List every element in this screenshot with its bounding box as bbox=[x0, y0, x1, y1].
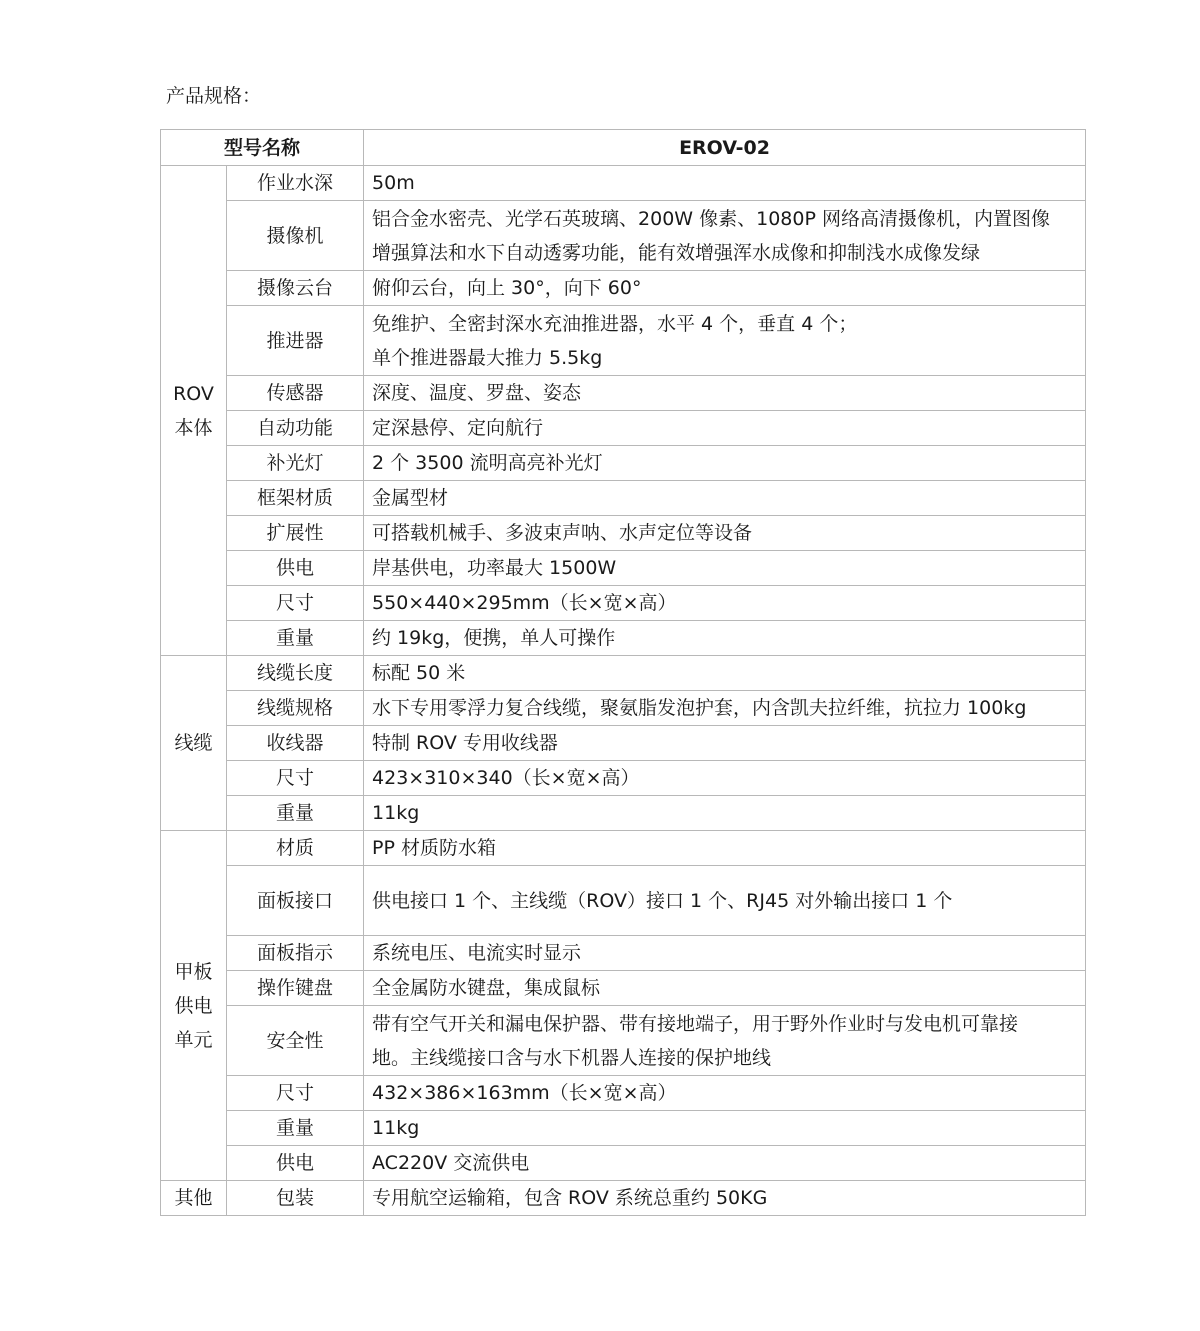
group-name-line: 供电 bbox=[174, 994, 213, 1017]
spec-value-line: 增强算法和水下自动透雾功能，能有效增强浑水成像和抑制浅水成像发绿 bbox=[372, 241, 981, 264]
spec-item-value bbox=[364, 411, 1086, 446]
spec-value-line: 可搭载机械手、多波束声呐、水声定位等设备 bbox=[372, 522, 753, 544]
spec-value-line: 免维护、全密封深水充油推进器，水平 4 个，垂直 4 个； bbox=[372, 312, 858, 335]
spec-item-value bbox=[364, 1111, 1086, 1146]
spec-item-value bbox=[364, 761, 1086, 796]
spec-item-label: 扩展性 bbox=[227, 516, 364, 551]
spec-row bbox=[161, 1181, 1086, 1216]
page-title: 产品规格： bbox=[166, 85, 262, 107]
spec-row bbox=[161, 481, 1086, 516]
spec-item-value bbox=[364, 586, 1086, 621]
spec-item-value bbox=[364, 1006, 1086, 1076]
spec-item-value bbox=[364, 376, 1086, 411]
spec-item-value bbox=[364, 1076, 1086, 1111]
spec-item-label: 尺寸 bbox=[227, 586, 364, 621]
spec-item-label: 补光灯 bbox=[227, 446, 364, 481]
spec-item-value bbox=[364, 621, 1086, 656]
spec-row bbox=[161, 726, 1086, 761]
spec-item-label: 尺寸 bbox=[227, 1076, 364, 1111]
spec-item-label: 传感器 bbox=[227, 376, 364, 411]
spec-row bbox=[161, 1076, 1086, 1111]
spec-value-line: 地。主线缆接口含与水下机器人连接的保护地线 bbox=[372, 1046, 772, 1069]
spec-item-label: 收线器 bbox=[227, 726, 364, 761]
spec-row bbox=[161, 796, 1086, 831]
spec-item-value bbox=[364, 306, 1086, 376]
spec-value-line: 定深悬停、定向航行 bbox=[372, 417, 544, 439]
spec-row bbox=[161, 656, 1086, 691]
spec-item-label: 重量 bbox=[227, 1111, 364, 1146]
spec-table bbox=[160, 129, 1086, 1216]
spec-item-label: 供电 bbox=[227, 551, 364, 586]
spec-row bbox=[161, 621, 1086, 656]
spec-row bbox=[161, 936, 1086, 971]
spec-item-label: 材质 bbox=[227, 831, 364, 866]
group-name-line: 甲板 bbox=[174, 960, 213, 983]
spec-row bbox=[161, 1006, 1086, 1076]
spec-row bbox=[161, 586, 1086, 621]
spec-item-label: 自动功能 bbox=[227, 411, 364, 446]
spec-value-line: AC220V 交流供电 bbox=[372, 1152, 530, 1174]
spec-row bbox=[161, 306, 1086, 376]
group-name-line: 线缆 bbox=[174, 732, 213, 754]
group-name-cell bbox=[161, 1181, 227, 1216]
group-name-cell bbox=[161, 656, 227, 831]
spec-item-value bbox=[364, 866, 1086, 936]
spec-item-label: 作业水深 bbox=[227, 166, 364, 201]
spec-item-value bbox=[364, 936, 1086, 971]
spec-item-value bbox=[364, 971, 1086, 1006]
spec-value-line: PP 材质防水箱 bbox=[372, 837, 496, 859]
group-name-line: 其他 bbox=[174, 1187, 213, 1209]
spec-item-label: 包装 bbox=[227, 1181, 364, 1216]
spec-value-line: 金属型材 bbox=[372, 487, 449, 509]
spec-item-value bbox=[364, 551, 1086, 586]
spec-item-value bbox=[364, 656, 1086, 691]
group-name-cell bbox=[161, 166, 227, 656]
spec-value-line: 俯仰云台，向上 30°，向下 60° bbox=[372, 277, 642, 299]
spec-item-label: 线缆规格 bbox=[227, 691, 364, 726]
spec-row bbox=[161, 376, 1086, 411]
spec-value-line: 铝合金水密壳、光学石英玻璃、200W 像素、1080P 网络高清摄像机，内置图像 bbox=[372, 207, 1050, 230]
spec-value-line: 特制 ROV 专用收线器 bbox=[372, 732, 558, 754]
spec-value-line: 水下专用零浮力复合线缆，聚氨脂发泡护套，内含凯夫拉纤维，抗拉力 100kg bbox=[372, 697, 1027, 719]
model-name-label: 型号名称 bbox=[161, 130, 364, 166]
spec-item-label: 推进器 bbox=[227, 306, 364, 376]
spec-value-line: 标配 50 米 bbox=[372, 662, 466, 684]
spec-item-label: 面板指示 bbox=[227, 936, 364, 971]
group-name-line: 单元 bbox=[174, 1028, 213, 1051]
spec-item-value bbox=[364, 796, 1086, 831]
spec-item-label: 操作键盘 bbox=[227, 971, 364, 1006]
spec-item-label: 面板接口 bbox=[227, 866, 364, 936]
spec-value-line: 11kg bbox=[372, 1117, 420, 1139]
spec-value-line: 单个推进器最大推力 5.5kg bbox=[372, 346, 603, 369]
spec-item-label: 线缆长度 bbox=[227, 656, 364, 691]
spec-item-label: 供电 bbox=[227, 1146, 364, 1181]
spec-item-label: 摄像云台 bbox=[227, 271, 364, 306]
spec-value-line: 全金属防水键盘，集成鼠标 bbox=[372, 977, 601, 999]
spec-row bbox=[161, 201, 1086, 271]
spec-value-line: 专用航空运输箱，包含 ROV 系统总重约 50KG bbox=[372, 1187, 768, 1209]
spec-item-label: 安全性 bbox=[227, 1006, 364, 1076]
spec-value-line: 423×310×340（长×宽×高） bbox=[372, 767, 640, 789]
spec-row bbox=[161, 1111, 1086, 1146]
header-row bbox=[161, 130, 1086, 166]
spec-row bbox=[161, 831, 1086, 866]
spec-row bbox=[161, 866, 1086, 936]
spec-item-value bbox=[364, 271, 1086, 306]
spec-item-value bbox=[364, 1146, 1086, 1181]
spec-row bbox=[161, 271, 1086, 306]
spec-item-value bbox=[364, 1181, 1086, 1216]
spec-item-label: 尺寸 bbox=[227, 761, 364, 796]
spec-value-line: 供电接口 1 个、主线缆（ROV）接口 1 个、RJ45 对外输出接口 1 个 bbox=[372, 889, 953, 912]
spec-value-line: 11kg bbox=[372, 802, 420, 824]
spec-table-body bbox=[161, 130, 1086, 1216]
spec-row bbox=[161, 516, 1086, 551]
spec-item-value bbox=[364, 166, 1086, 201]
spec-item-label: 重量 bbox=[227, 621, 364, 656]
group-name-cell bbox=[161, 831, 227, 1181]
spec-value-line: 岸基供电，功率最大 1500W bbox=[372, 557, 617, 579]
spec-value-line: 带有空气开关和漏电保护器、带有接地端子，用于野外作业时与发电机可靠接 bbox=[372, 1012, 1019, 1035]
spec-value-line: 2 个 3500 流明高亮补光灯 bbox=[372, 452, 603, 474]
spec-row bbox=[161, 1146, 1086, 1181]
spec-item-label: 摄像机 bbox=[227, 201, 364, 271]
spec-item-value bbox=[364, 516, 1086, 551]
spec-value-line: 约 19kg，便携，单人可操作 bbox=[372, 627, 616, 649]
spec-row bbox=[161, 691, 1086, 726]
spec-item-value bbox=[364, 481, 1086, 516]
spec-row bbox=[161, 166, 1086, 201]
spec-value-line: 50m bbox=[372, 172, 415, 194]
group-name-line: ROV bbox=[173, 382, 214, 405]
spec-item-value bbox=[364, 726, 1086, 761]
spec-row bbox=[161, 446, 1086, 481]
spec-row bbox=[161, 551, 1086, 586]
spec-row bbox=[161, 761, 1086, 796]
spec-value-line: 550×440×295mm（长×宽×高） bbox=[372, 592, 677, 614]
spec-value-line: 系统电压、电流实时显示 bbox=[372, 942, 582, 964]
spec-row bbox=[161, 411, 1086, 446]
spec-item-label: 重量 bbox=[227, 796, 364, 831]
group-name-line: 本体 bbox=[174, 416, 213, 439]
spec-item-label: 框架材质 bbox=[227, 481, 364, 516]
model-name-value: EROV-02 bbox=[364, 130, 1086, 166]
spec-item-value bbox=[364, 446, 1086, 481]
spec-item-value bbox=[364, 691, 1086, 726]
spec-item-value bbox=[364, 831, 1086, 866]
spec-item-value bbox=[364, 201, 1086, 271]
spec-value-line: 432×386×163mm（长×宽×高） bbox=[372, 1082, 677, 1104]
spec-row bbox=[161, 971, 1086, 1006]
spec-value-line: 深度、温度、罗盘、姿态 bbox=[372, 382, 582, 404]
